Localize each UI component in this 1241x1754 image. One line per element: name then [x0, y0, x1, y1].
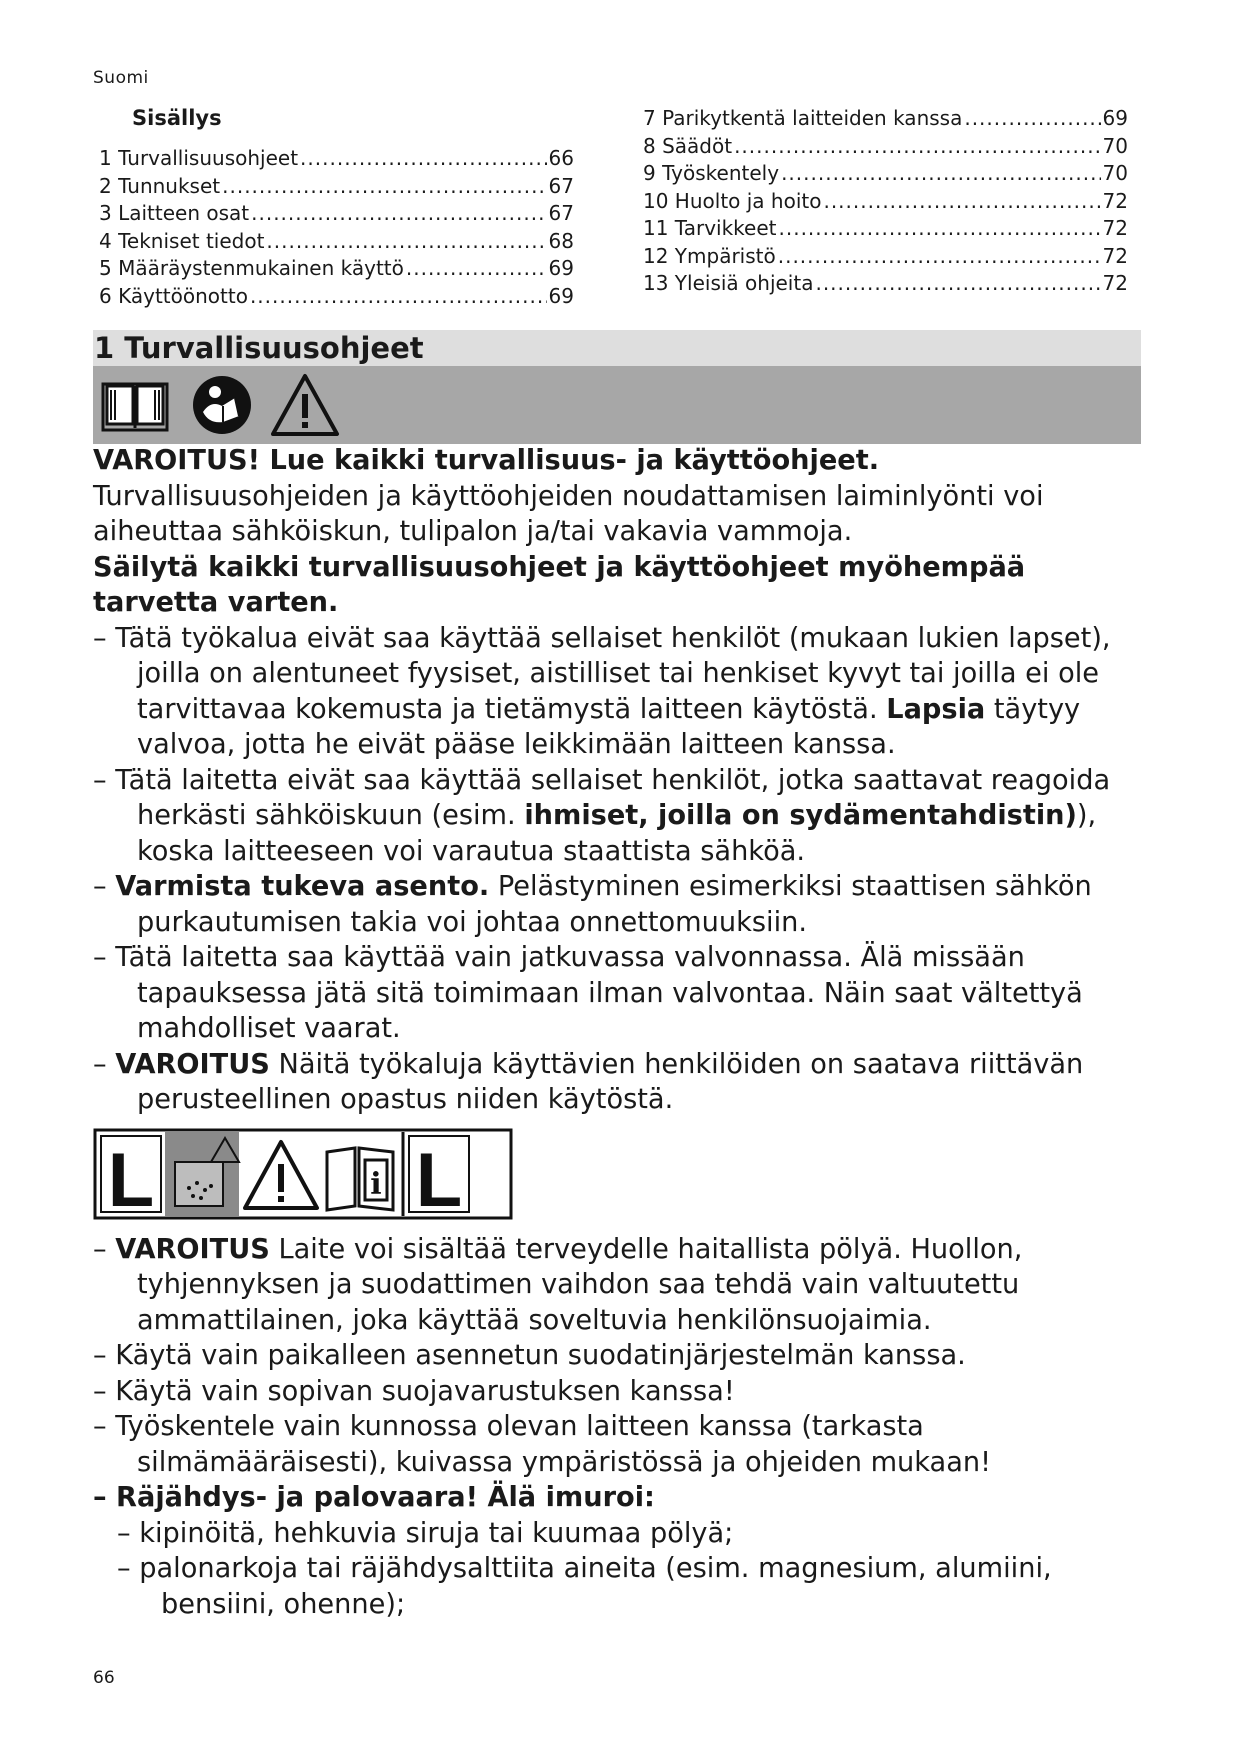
- svg-text:i: i: [370, 1166, 382, 1202]
- list-item: – Varmista tukeva asento. Pelästyminen esimerkiksi staattisen sähkön purkautumisen takia voi johtaa onnettomuuksiin.: [93, 871, 1092, 938]
- toc-entry[interactable]: 13 Yleisiä ohjeita ..... 72: [643, 270, 1128, 298]
- toc-entry[interactable]: 10 Huolto ja hoito ..... 72: [643, 188, 1128, 216]
- dust-class-letter-right: L: [415, 1137, 463, 1220]
- list-item: – Käytä vain sopivan suojavarustuksen kanssa!: [93, 1375, 735, 1407]
- manual-icon: [97, 372, 173, 438]
- language-label: Suomi: [93, 68, 149, 88]
- toc-entry[interactable]: 11 Tarvikkeet ..... 72: [643, 215, 1128, 243]
- toc-title: Sisällys: [132, 106, 222, 130]
- toc-entry[interactable]: 9 Työskentely ..... 70: [643, 160, 1128, 188]
- toc-left-column: [99, 145, 574, 310]
- warning-icon: [269, 372, 341, 438]
- safety-instructions: [93, 443, 1141, 1622]
- list-item: – Tätä laitetta saa käyttää vain jatkuvassa valvonnassa. Älä missään tapauksessa jätä sitä toimimaan ilman valvontaa. Näin saat vältettyä mahdolliset vaarat.: [93, 942, 1083, 1044]
- section-title: 1 Turvallisuusohjeet: [94, 331, 424, 365]
- toc-entry[interactable]: 8 Säädöt ..... 70: [643, 133, 1128, 161]
- keep-instructions-paragraph: Säilytä kaikki turvallisuusohjeet ja käyttöohjeet myöhempää tarvetta varten.: [93, 551, 1026, 618]
- warning-paragraph: VAROITUS! Lue kaikki turvallisuus- ja käyttöohjeet. Turvallisuusohjeiden ja käyttöohjeiden noudattamisen laiminlyönti voi aiheuttaa sähköiskun, tulipalon ja/tai vakavia vammoja.: [93, 445, 1044, 547]
- sub-list-item: – kipinöitä, hehkuvia siruja tai kuumaa pölyä;: [117, 1517, 734, 1549]
- list-item: – VAROITUS Laite voi sisältää terveydelle haitallista pölyä. Huollon, tyhjennyksen ja suodattimen vaihdon saa tehdä vain valtuutettu ammattilainen, joka käyttää soveltuvia henkilönsuojaimia.: [93, 1233, 1023, 1336]
- toc-right-column: [643, 105, 1128, 298]
- toc-entry[interactable]: 2 Tunnukset ..... 67: [99, 173, 574, 201]
- toc-entry[interactable]: 6 Käyttöönotto ..... 69: [99, 283, 574, 311]
- toc-entry[interactable]: 4 Tekniset tiedot ..... 68: [99, 228, 574, 256]
- page-number: 66: [93, 1668, 115, 1688]
- dust-class-symbol: [93, 1128, 1141, 1220]
- toc-entry[interactable]: 7 Parikytkentä laitteiden kanssa ..... 69: [643, 105, 1128, 133]
- read-manual-icon: [189, 372, 255, 438]
- list-item: – Räjähdys- ja palovaara! Älä imuroi:: [93, 1482, 655, 1513]
- list-item: – Tätä laitetta eivät saa käyttää sellaiset henkilöt, jotka saattavat reagoida herkästi sähköiskuun (esim. ihmiset, joilla on sydämentahdistin)), koska laitteeseen voi varautua staattista sähköä.: [93, 764, 1111, 867]
- list-item: – VAROITUS Näitä työkaluja käyttävien henkilöiden on saatava riittävän perusteellinen opastus niiden käytöstä.: [93, 1048, 1084, 1115]
- dust-class-letter-left: L: [107, 1137, 155, 1220]
- toc-entry[interactable]: 12 Ympäristö ..... 72: [643, 243, 1128, 271]
- list-item: – Käytä vain paikalleen asennetun suodatinjärjestelmän kanssa.: [93, 1340, 966, 1371]
- toc-entry[interactable]: 1 Turvallisuusohjeet ..... 66: [99, 145, 574, 173]
- safety-icon-bar: [93, 366, 1141, 444]
- sub-list-item: – palonarkoja tai räjähdysalttiita aineita (esim. magnesium, alumiini, bensiini, ohenne);: [117, 1553, 1052, 1620]
- list-item: – Työskentele vain kunnossa olevan laitteen kanssa (tarkasta silmämääräisesti), kuivassa ympäristössä ja ohjeiden mukaan!: [93, 1411, 992, 1478]
- toc-entry[interactable]: 3 Laitteen osat ..... 67: [99, 200, 574, 228]
- toc-entry[interactable]: 5 Määräystenmukainen käyttö ..... 69: [99, 255, 574, 283]
- list-item: – Tätä työkalua eivät saa käyttää sellaiset henkilöt (mukaan lukien lapset), joilla on alentuneet fyysiset, aistilliset tai henkiset kyvyt tai joilla ei ole tarvittavaa kokemusta ja tietämystä laitteen käytöstä. Lapsia täytyy valvoa, jotta he eivät pääse leikkimään laitteen kanssa.: [93, 622, 1111, 760]
